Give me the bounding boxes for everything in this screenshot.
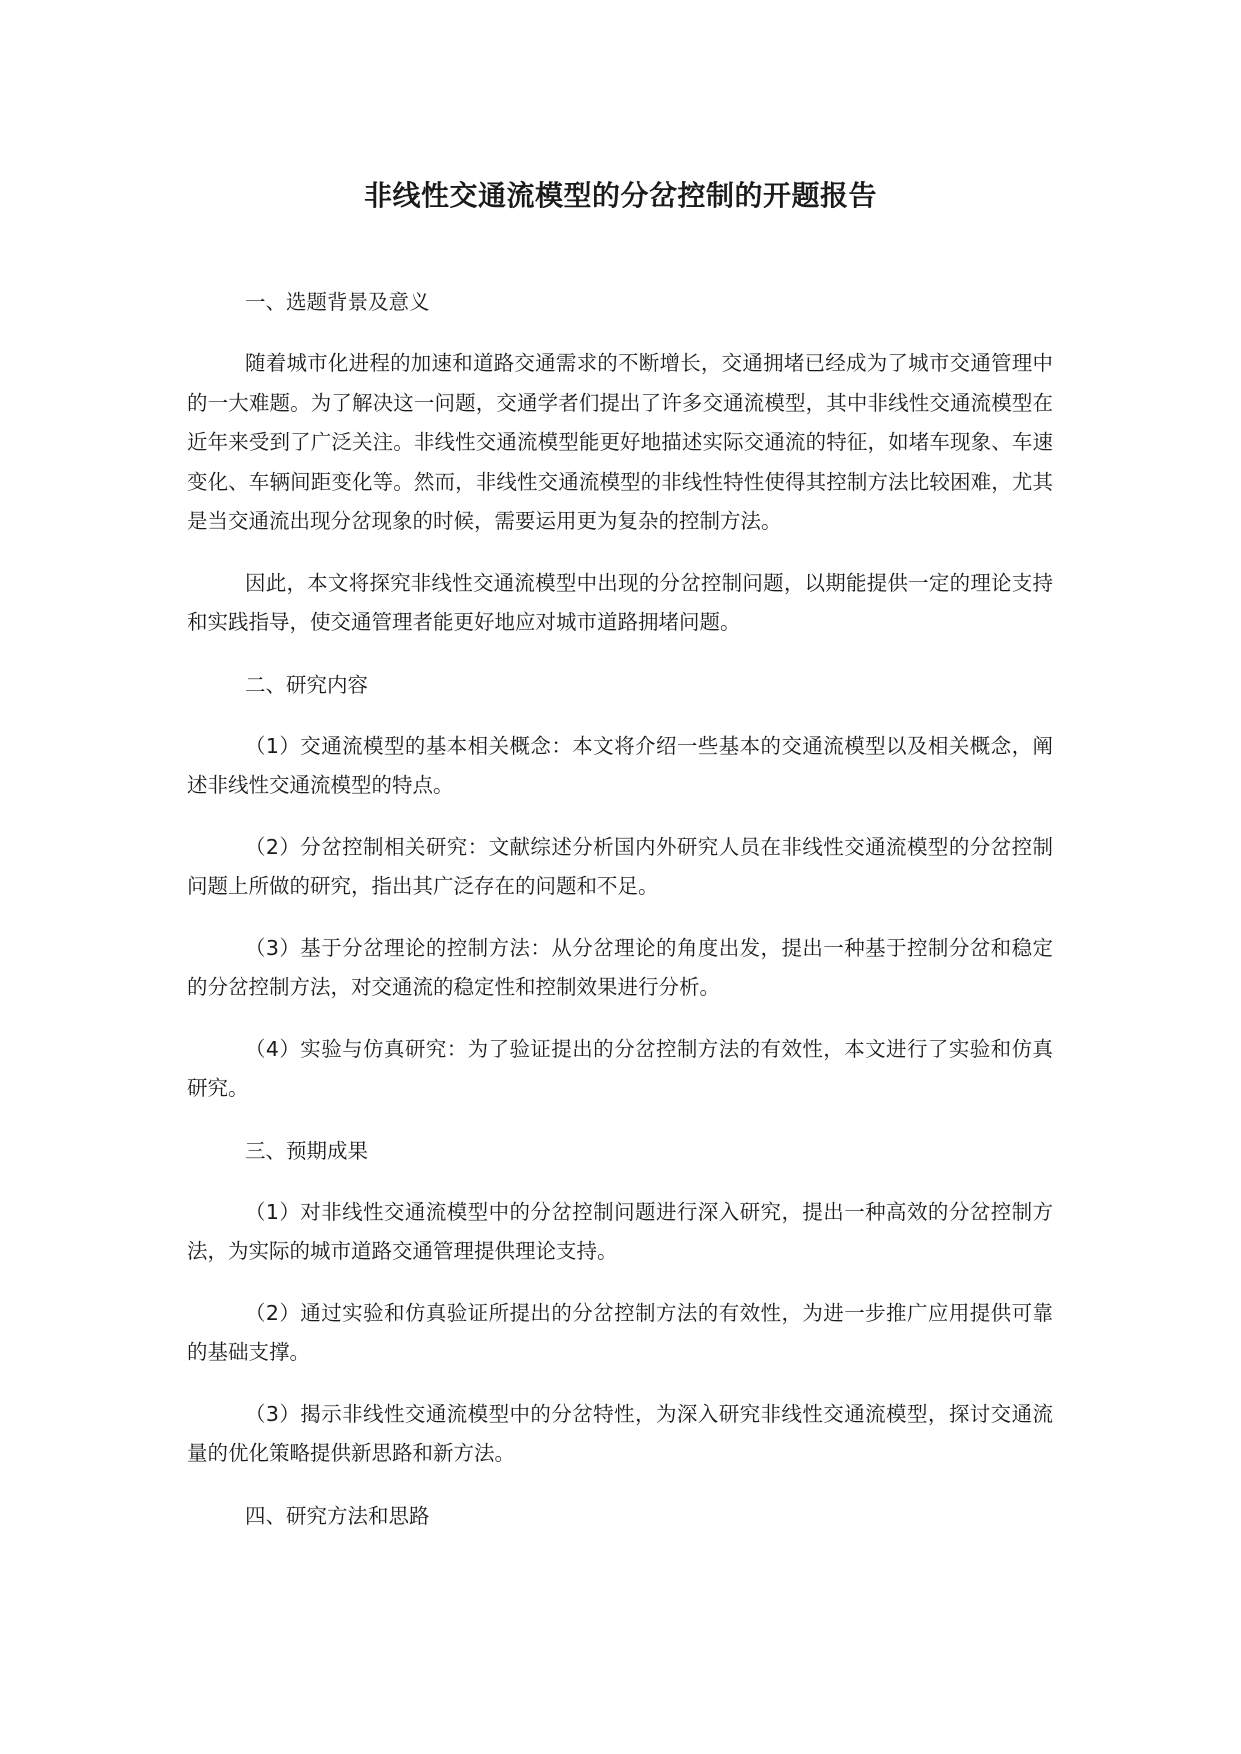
section-heading-background: 一、选题背景及意义 xyxy=(245,290,430,314)
paragraph-purpose: 因此，本文将探究非线性交通流模型中出现的分岔控制问题，以期能提供一定的理论支持和实践指导，使交通管理者能更好地应对城市道路拥堵问题。 xyxy=(187,570,1053,634)
section-heading-methods: 四、研究方法和思路 xyxy=(245,1503,430,1528)
document-body xyxy=(187,282,1053,1558)
research-content-item-4: （4）实验与仿真研究：为了验证提出的分岔控制方法的有效性，本文进行了实验和仿真研究。 xyxy=(187,1036,1053,1100)
expected-result-item-3: （3）揭示非线性交通流模型中的分岔特性，为深入研究非线性交通流模型，探讨交通流量的优化策略提供新思路和新方法。 xyxy=(187,1401,1053,1465)
document-title: 非线性交通流模型的分岔控制的开题报告 xyxy=(363,179,877,212)
research-content-item-1: （1）交通流模型的基本相关概念：本文将介绍一些基本的交通流模型以及相关概念，阐述非线性交通流模型的特点。 xyxy=(187,733,1053,797)
section-heading-research-content: 二、研究内容 xyxy=(245,672,368,697)
expected-result-item-2: （2）通过实验和仿真验证所提出的分岔控制方法的有效性，为进一步推广应用提供可靠的基础支撑。 xyxy=(187,1300,1053,1364)
expected-result-item-1: （1）对非线性交通流模型中的分岔控制问题进行深入研究，提出一种高效的分岔控制方法，为实际的城市道路交通管理提供理论支持。 xyxy=(187,1199,1053,1263)
research-content-item-3: （3）基于分岔理论的控制方法：从分岔理论的角度出发，提出一种基于控制分岔和稳定的分岔控制方法，对交通流的稳定性和控制效果进行分析。 xyxy=(187,935,1053,999)
paragraph-background: 随着城市化进程的加速和道路交通需求的不断增长，交通拥堵已经成为了城市交通管理中的一大难题。为了解决这一问题，交通学者们提出了许多交通流模型，其中非线性交通流模型在近年来受到了广泛关注。非线性交通流模型能更好地描述实际交通流的特征，如堵车现象、车速变化、车辆间距变化等。然而，非线性交通流模型的非线性特性使得其控制方法比较困难，尤其是当交通流出现分岔现象的时候，需要运用更为复杂的控制方法。 xyxy=(187,351,1053,533)
research-content-item-2: （2）分岔控制相关研究：文献综述分析国内外研究人员在非线性交通流模型的分岔控制问题上所做的研究，指出其广泛存在的问题和不足。 xyxy=(187,834,1053,898)
section-heading-expected-results: 三、预期成果 xyxy=(245,1138,368,1163)
